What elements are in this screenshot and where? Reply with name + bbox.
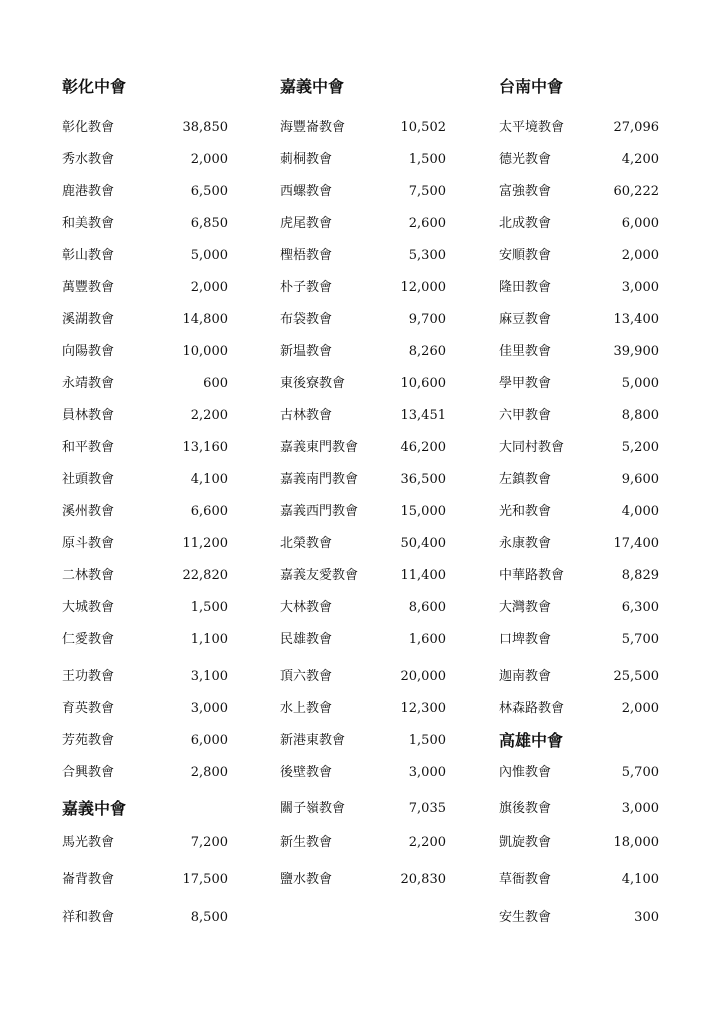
amount-value: 5,200 bbox=[621, 440, 659, 455]
church-name: 育英教會 bbox=[62, 701, 115, 716]
list-item bbox=[499, 310, 659, 330]
list-item bbox=[280, 566, 446, 586]
list-item bbox=[62, 566, 228, 586]
amount-value: 9,600 bbox=[621, 472, 659, 487]
church-name: 林森路教會 bbox=[499, 701, 565, 716]
amount-value: 3,100 bbox=[190, 669, 228, 684]
amount-value: 6,300 bbox=[621, 600, 659, 615]
amount-value: 300 bbox=[634, 910, 659, 925]
list-item bbox=[280, 534, 446, 554]
amount-value: 50,400 bbox=[400, 536, 446, 551]
amount-value: 6,600 bbox=[190, 504, 228, 519]
list-item bbox=[499, 699, 659, 719]
list-item bbox=[499, 182, 659, 202]
section-heading: 嘉義中會 bbox=[280, 77, 345, 96]
list-item bbox=[499, 630, 659, 650]
amount-value: 4,000 bbox=[621, 504, 659, 519]
church-name: 古林教會 bbox=[280, 408, 333, 423]
amount-value: 25,500 bbox=[613, 669, 659, 684]
church-name: 新生教會 bbox=[280, 835, 333, 850]
list-item bbox=[62, 667, 228, 687]
list-item bbox=[62, 534, 228, 554]
amount-value: 6,850 bbox=[190, 216, 228, 231]
list-item bbox=[280, 342, 446, 362]
list-item bbox=[280, 630, 446, 650]
amount-value: 2,000 bbox=[190, 280, 228, 295]
list-item bbox=[280, 502, 446, 522]
church-name: 崙背教會 bbox=[62, 872, 115, 887]
list-item bbox=[62, 833, 228, 853]
amount-value: 5,300 bbox=[408, 248, 446, 263]
list-item bbox=[280, 799, 446, 819]
church-name: 左鎮教會 bbox=[499, 472, 552, 487]
list-item bbox=[499, 374, 659, 394]
amount-value: 6,500 bbox=[190, 184, 228, 199]
list-item bbox=[499, 150, 659, 170]
amount-value: 39,900 bbox=[613, 344, 659, 359]
church-name: 仁愛教會 bbox=[62, 632, 115, 647]
amount-value: 12,000 bbox=[400, 280, 446, 295]
amount-value: 2,200 bbox=[408, 835, 446, 850]
amount-value: 2,600 bbox=[408, 216, 446, 231]
amount-value: 2,000 bbox=[621, 701, 659, 716]
church-name: 鹿港教會 bbox=[62, 184, 115, 199]
church-name: 原斗教會 bbox=[62, 536, 115, 551]
list-item bbox=[280, 246, 446, 266]
amount-value: 4,100 bbox=[621, 872, 659, 887]
amount-value: 9,700 bbox=[408, 312, 446, 327]
church-name: 安順教會 bbox=[499, 248, 552, 263]
list-item bbox=[62, 182, 228, 202]
church-name: 德光教會 bbox=[499, 152, 552, 167]
church-name: 六甲教會 bbox=[499, 408, 552, 423]
church-name: 嘉義友愛教會 bbox=[280, 568, 359, 583]
amount-value: 38,850 bbox=[182, 120, 228, 135]
amount-value: 14,800 bbox=[182, 312, 228, 327]
list-item bbox=[280, 214, 446, 234]
amount-value: 15,000 bbox=[400, 504, 446, 519]
amount-value: 7,500 bbox=[408, 184, 446, 199]
church-name: 鹽水教會 bbox=[280, 872, 333, 887]
church-name: 麻豆教會 bbox=[499, 312, 552, 327]
church-name: 太平境教會 bbox=[499, 120, 565, 135]
church-name: 北成教會 bbox=[499, 216, 552, 231]
section-heading: 嘉義中會 bbox=[62, 799, 127, 818]
church-name: 東後寮教會 bbox=[280, 376, 346, 391]
church-name: 旗後教會 bbox=[499, 801, 552, 816]
amount-value: 1,500 bbox=[408, 733, 446, 748]
amount-value: 13,451 bbox=[400, 408, 446, 423]
church-name: 水上教會 bbox=[280, 701, 333, 716]
list-item bbox=[499, 278, 659, 298]
list-item bbox=[280, 870, 446, 890]
church-name: 大林教會 bbox=[280, 600, 333, 615]
church-name: 後壁教會 bbox=[280, 765, 333, 780]
amount-value: 1,500 bbox=[408, 152, 446, 167]
amount-value: 20,000 bbox=[400, 669, 446, 684]
amount-value: 5,700 bbox=[621, 765, 659, 780]
amount-value: 8,829 bbox=[621, 568, 659, 583]
church-name: 內惟教會 bbox=[499, 765, 552, 780]
church-name: 檉梧教會 bbox=[280, 248, 333, 263]
amount-value: 5,000 bbox=[621, 376, 659, 391]
list-item bbox=[499, 502, 659, 522]
list-item bbox=[499, 667, 659, 687]
amount-value: 600 bbox=[203, 376, 228, 391]
church-name: 和美教會 bbox=[62, 216, 115, 231]
amount-value: 8,500 bbox=[190, 910, 228, 925]
list-item bbox=[280, 406, 446, 426]
list-item bbox=[280, 598, 446, 618]
church-name: 向陽教會 bbox=[62, 344, 115, 359]
church-name: 莿桐教會 bbox=[280, 152, 333, 167]
list-item bbox=[62, 630, 228, 650]
church-name: 大灣教會 bbox=[499, 600, 552, 615]
church-name: 王功教會 bbox=[62, 669, 115, 684]
church-name: 大城教會 bbox=[62, 600, 115, 615]
amount-value: 3,000 bbox=[621, 280, 659, 295]
list-item bbox=[62, 406, 228, 426]
church-name: 新塭教會 bbox=[280, 344, 333, 359]
church-name: 嘉義西門教會 bbox=[280, 504, 359, 519]
amount-value: 5,000 bbox=[190, 248, 228, 263]
amount-value: 2,200 bbox=[190, 408, 228, 423]
amount-value: 17,500 bbox=[182, 872, 228, 887]
church-name: 嘉義東門教會 bbox=[280, 440, 359, 455]
amount-value: 27,096 bbox=[613, 120, 659, 135]
church-name: 民雄教會 bbox=[280, 632, 333, 647]
church-name: 和平教會 bbox=[62, 440, 115, 455]
church-name: 頂六教會 bbox=[280, 669, 333, 684]
list-item bbox=[62, 870, 228, 890]
church-name: 二林教會 bbox=[62, 568, 115, 583]
church-name: 社頭教會 bbox=[62, 472, 115, 487]
list-item bbox=[280, 833, 446, 853]
church-name: 永康教會 bbox=[499, 536, 552, 551]
church-name: 彰化教會 bbox=[62, 120, 115, 135]
amount-value: 13,400 bbox=[613, 312, 659, 327]
list-item bbox=[62, 310, 228, 330]
list-item bbox=[499, 763, 659, 783]
list-item bbox=[280, 438, 446, 458]
list-item bbox=[62, 699, 228, 719]
amount-value: 18,000 bbox=[613, 835, 659, 850]
amount-value: 8,260 bbox=[408, 344, 446, 359]
list-item bbox=[499, 908, 659, 928]
church-name: 布袋教會 bbox=[280, 312, 333, 327]
amount-value: 10,502 bbox=[400, 120, 446, 135]
list-item bbox=[499, 470, 659, 490]
list-item bbox=[499, 406, 659, 426]
church-name: 馬光教會 bbox=[62, 835, 115, 850]
amount-value: 4,100 bbox=[190, 472, 228, 487]
amount-value: 6,000 bbox=[190, 733, 228, 748]
amount-value: 11,400 bbox=[400, 568, 446, 583]
list-item bbox=[280, 667, 446, 687]
list-item bbox=[280, 699, 446, 719]
amount-value: 2,800 bbox=[190, 765, 228, 780]
list-item bbox=[499, 833, 659, 853]
amount-value: 8,800 bbox=[621, 408, 659, 423]
church-name: 海豐崙教會 bbox=[280, 120, 346, 135]
church-name: 嘉義南門教會 bbox=[280, 472, 359, 487]
list-item bbox=[280, 278, 446, 298]
list-item bbox=[499, 214, 659, 234]
list-item bbox=[62, 470, 228, 490]
list-item bbox=[62, 214, 228, 234]
amount-value: 1,500 bbox=[190, 600, 228, 615]
section-heading: 高雄中會 bbox=[499, 731, 564, 750]
list-item bbox=[62, 908, 228, 928]
amount-value: 36,500 bbox=[400, 472, 446, 487]
list-item bbox=[280, 150, 446, 170]
list-item bbox=[499, 246, 659, 266]
list-item bbox=[499, 598, 659, 618]
church-name: 草衙教會 bbox=[499, 872, 552, 887]
church-name: 溪湖教會 bbox=[62, 312, 115, 327]
amount-value: 1,600 bbox=[408, 632, 446, 647]
amount-value: 20,830 bbox=[400, 872, 446, 887]
list-item bbox=[280, 182, 446, 202]
church-name: 新港東教會 bbox=[280, 733, 346, 748]
amount-value: 3,000 bbox=[190, 701, 228, 716]
list-item bbox=[499, 438, 659, 458]
list-item bbox=[280, 374, 446, 394]
list-item bbox=[280, 763, 446, 783]
list-item bbox=[499, 870, 659, 890]
church-name: 溪州教會 bbox=[62, 504, 115, 519]
list-item bbox=[62, 763, 228, 783]
list-item bbox=[62, 438, 228, 458]
list-item bbox=[62, 246, 228, 266]
church-name: 關子嶺教會 bbox=[280, 801, 346, 816]
list-item bbox=[62, 278, 228, 298]
amount-value: 17,400 bbox=[613, 536, 659, 551]
church-name: 凱旋教會 bbox=[499, 835, 552, 850]
church-name: 彰山教會 bbox=[62, 248, 115, 263]
church-name: 北榮教會 bbox=[280, 536, 333, 551]
church-name: 秀水教會 bbox=[62, 152, 115, 167]
section-heading: 台南中會 bbox=[499, 77, 564, 96]
list-item bbox=[280, 118, 446, 138]
amount-value: 7,035 bbox=[408, 801, 446, 816]
list-item bbox=[280, 731, 446, 751]
amount-value: 8,600 bbox=[408, 600, 446, 615]
amount-value: 3,000 bbox=[408, 765, 446, 780]
list-item bbox=[62, 150, 228, 170]
amount-value: 60,222 bbox=[613, 184, 659, 199]
church-name: 安生教會 bbox=[499, 910, 552, 925]
amount-value: 10,600 bbox=[400, 376, 446, 391]
list-item bbox=[499, 342, 659, 362]
list-item bbox=[499, 534, 659, 554]
church-name: 大同村教會 bbox=[499, 440, 565, 455]
section-heading: 彰化中會 bbox=[62, 77, 127, 96]
amount-value: 3,000 bbox=[621, 801, 659, 816]
church-name: 佳里教會 bbox=[499, 344, 552, 359]
list-item bbox=[499, 566, 659, 586]
list-item bbox=[62, 502, 228, 522]
amount-value: 22,820 bbox=[182, 568, 228, 583]
church-name: 中華路教會 bbox=[499, 568, 565, 583]
church-name: 朴子教會 bbox=[280, 280, 333, 295]
church-name: 隆田教會 bbox=[499, 280, 552, 295]
amount-value: 1,100 bbox=[190, 632, 228, 647]
amount-value: 4,200 bbox=[621, 152, 659, 167]
list-item bbox=[62, 731, 228, 751]
amount-value: 2,000 bbox=[190, 152, 228, 167]
amount-value: 13,160 bbox=[182, 440, 228, 455]
list-item bbox=[280, 310, 446, 330]
church-name: 合興教會 bbox=[62, 765, 115, 780]
church-name: 學甲教會 bbox=[499, 376, 552, 391]
amount-value: 11,200 bbox=[182, 536, 228, 551]
amount-value: 2,000 bbox=[621, 248, 659, 263]
church-name: 祥和教會 bbox=[62, 910, 115, 925]
church-name: 光和教會 bbox=[499, 504, 552, 519]
church-name: 富強教會 bbox=[499, 184, 552, 199]
church-name: 萬豐教會 bbox=[62, 280, 115, 295]
list-item bbox=[499, 118, 659, 138]
amount-value: 12,300 bbox=[400, 701, 446, 716]
list-item bbox=[62, 374, 228, 394]
church-name: 永靖教會 bbox=[62, 376, 115, 391]
amount-value: 10,000 bbox=[182, 344, 228, 359]
church-name: 西螺教會 bbox=[280, 184, 333, 199]
church-name: 芳苑教會 bbox=[62, 733, 115, 748]
church-name: 虎尾教會 bbox=[280, 216, 333, 231]
church-name: 迦南教會 bbox=[499, 669, 552, 684]
church-name: 員林教會 bbox=[62, 408, 115, 423]
list-item bbox=[62, 118, 228, 138]
list-item bbox=[62, 598, 228, 618]
amount-value: 46,200 bbox=[400, 440, 446, 455]
amount-value: 5,700 bbox=[621, 632, 659, 647]
list-item bbox=[499, 799, 659, 819]
list-item bbox=[62, 342, 228, 362]
amount-value: 6,000 bbox=[621, 216, 659, 231]
list-item bbox=[280, 470, 446, 490]
church-name: 口埤教會 bbox=[499, 632, 552, 647]
amount-value: 7,200 bbox=[190, 835, 228, 850]
